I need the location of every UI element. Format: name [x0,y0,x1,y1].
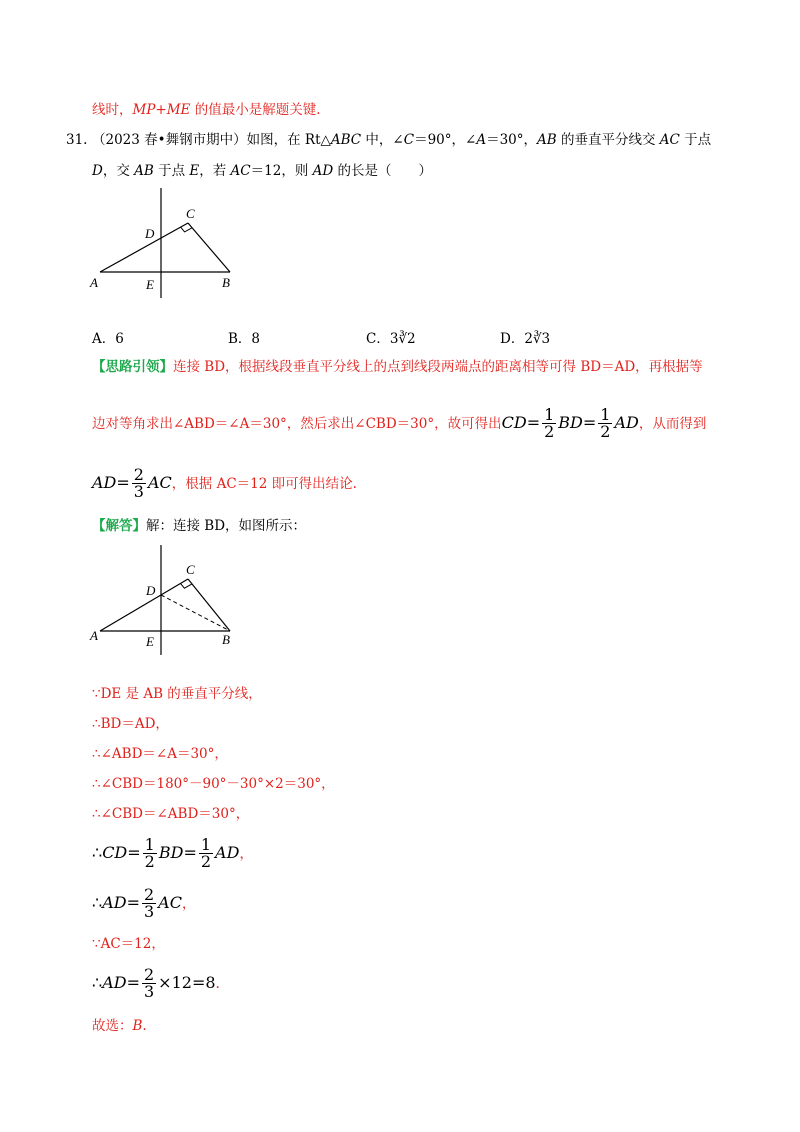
answer-intro: 【解答】解：连接 BD，如图所示： [92,518,307,534]
hint-line-2: 边对等角求出∠ABD＝∠A＝30°，然后求出∠CBD＝30°，故可得出CD= $\frac{1}{2}$ BD= $\frac{1}{2}$ AD，从而得到 [92,405,707,441]
label-c: C [186,206,195,221]
answer-step-9: ∴AD= $\frac{2}{3}$ ×12=8. [92,965,220,1001]
label-e: E [146,634,154,649]
label-b: B [222,632,230,647]
segment-ac [100,223,188,272]
question-number: 31. [66,132,88,148]
label-b: B [222,275,230,290]
text: MP+ME [132,102,191,118]
label-c: C [186,562,195,577]
right-angle-mark [180,583,192,588]
label-e: E [146,277,154,292]
answer-step-3: ∴∠ABD＝∠A＝30°， [92,746,228,762]
text: 线时， [92,102,133,118]
final-answer: 故选：B. [92,1018,147,1034]
segment-cb [188,223,230,272]
answer-step-1: ∵DE 是 AB 的垂直平分线， [92,686,262,702]
question-line-1: （2023 春•舞钢市期中）如图，在 Rt△ABC 中，∠C＝90°，∠A＝30°，AB 的垂直平分线交 AC 于点 [92,132,712,148]
answer-step-6: ∴CD= $\frac{1}{2}$ BD= $\frac{1}{2}$ AD， [92,835,253,871]
label-a: A [90,275,98,290]
answer-step-5: ∴∠CBD＝∠ABD＝30°， [92,806,250,822]
hint-line-3: AD= $\frac{2}{3}$ AC，根据 AC＝12 即可得出结论. [92,465,357,501]
dashed-segment-bd [161,595,230,631]
triangle-figure-question [88,188,248,298]
option-c[interactable]: C．3∛2 [366,331,416,347]
question-line-2: D，交 AB 于点 E，若 AC＝12，则 AD 的长是（ ） [92,163,432,179]
answer-tag: 【解答】 [92,518,146,534]
hint-line-1: 【思路引领】连接 BD，根据线段垂直平分线上的点到线段两端点的距离相等可得 BD＝AD，再根据等 [92,359,703,375]
answer-step-8: ∵AC＝12， [92,936,165,952]
label-d: D [146,583,156,598]
option-d[interactable]: D．2∛3 [500,331,551,347]
answer-step-4: ∴∠CBD＝180°－90°－30°×2＝30°， [92,776,335,792]
right-angle-mark [181,227,192,232]
hint-tag: 【思路引领】 [92,359,173,375]
segment-cb [188,579,230,631]
answer-step-2: ∴BD＝AD， [92,716,169,732]
segment-ac [100,579,188,631]
label-a: A [90,628,98,643]
option-a[interactable]: A．6 [92,331,124,347]
label-d: D [145,226,155,241]
option-b[interactable]: B．8 [228,331,261,347]
text: 的值最小是解题关键. [190,102,321,118]
previous-solution-line [92,100,321,120]
answer-step-7: ∴AD= $\frac{2}{3}$ AC， [92,885,196,921]
triangle-figure-answer [88,545,248,655]
